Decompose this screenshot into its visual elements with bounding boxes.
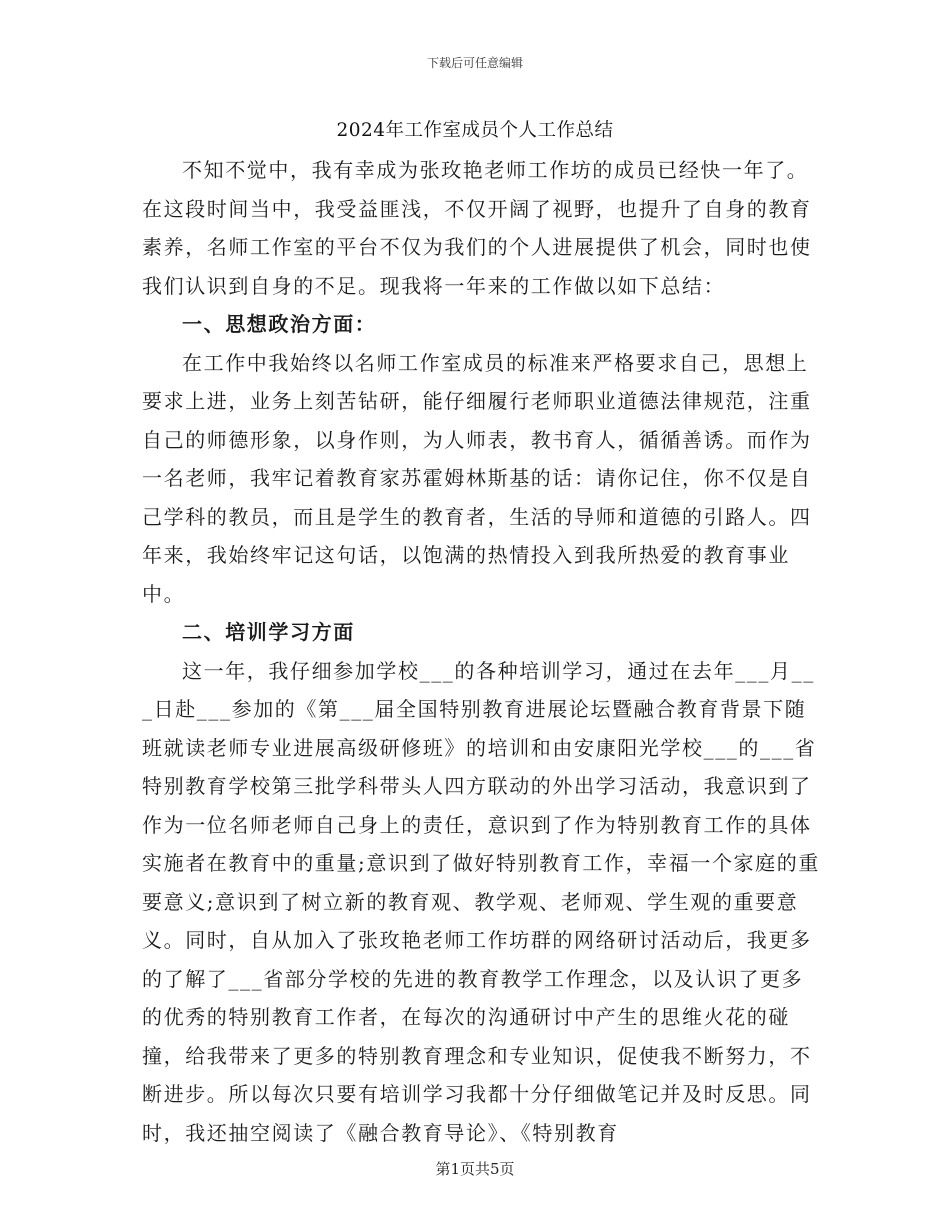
header-note: 下载后可任意编辑	[426, 56, 523, 70]
page-number: 第1页共5页	[435, 1160, 515, 1178]
document-body	[142, 151, 822, 1152]
paragraph-intro: 不知不觉中，我有幸成为张玫艳老师工作坊的成员已经快一年了。在这段时间当中，我受益匪浅，不仅开阔了视野，也提升了自身的教育素养，名师工作室的平台不仅为我们的个人进展提供了机会，同时也使我们认识到自身的不足。现我将一年来的工作做以如下总结：	[142, 158, 812, 298]
document-title: 2024年工作室成员个人工作总结	[336, 120, 614, 141]
section-heading-training: 二、培训学习方面	[182, 620, 355, 644]
paragraph-training: 这一年，我仔细参加学校___的各种培训学习，通过在去年___月___日赴___参加的《第___届全国特别教育进展论坛暨融合教育背景下随班就读老师专业进展高级研修班》的培训和由安康阳光学校___的___省特别教育学校第三批学科带头人四方联动的外出学习活动，我意识到了作为一位名师老师自己身上的责任，意识到了作为特别教育工作的具体实施者在教育中的重量;意识到了做好特别教育工作，幸福一个家庭的重要意义;意识到了树立新的教育观、教学观、老师观、学生观的重要意义。同时，自从加入了张玫艳老师工作坊群的网络研讨活动后，我更多的了解了___省部分学校的先进的教育教学工作理念，以及认识了更多的优秀的特别教育工作者，在每次的沟通研讨中产生的思维火花的碰撞，给我带来了更多的特别教育理念和专业知识，促使我不断努力，不断进步。所以每次只要有培训学习我都十分仔细做笔记并及时反思。同时，我还抽空阅读了《融合教育导论》、《特别教育	[142, 658, 820, 1145]
paragraph-politics: 在工作中我始终以名师工作室成员的标准来严格要求自己，思想上要求上进，业务上刻苦钻研，能仔细履行老师职业道德法律规范，注重自己的师德形象，以身作则，为人师表，教书育人，循循善诱。而作为一名老师，我牢记着教育家苏霍姆林斯基的话：请你记住，你不仅是自己学科的教员，而且是学生的教育者，生活的导师和道德的引路人。四年来，我始终牢记这句话，以饱满的热情投入到我所热爱的教育事业中。	[142, 350, 812, 606]
section-heading-politics: 一、思想政治方面：	[182, 312, 377, 336]
